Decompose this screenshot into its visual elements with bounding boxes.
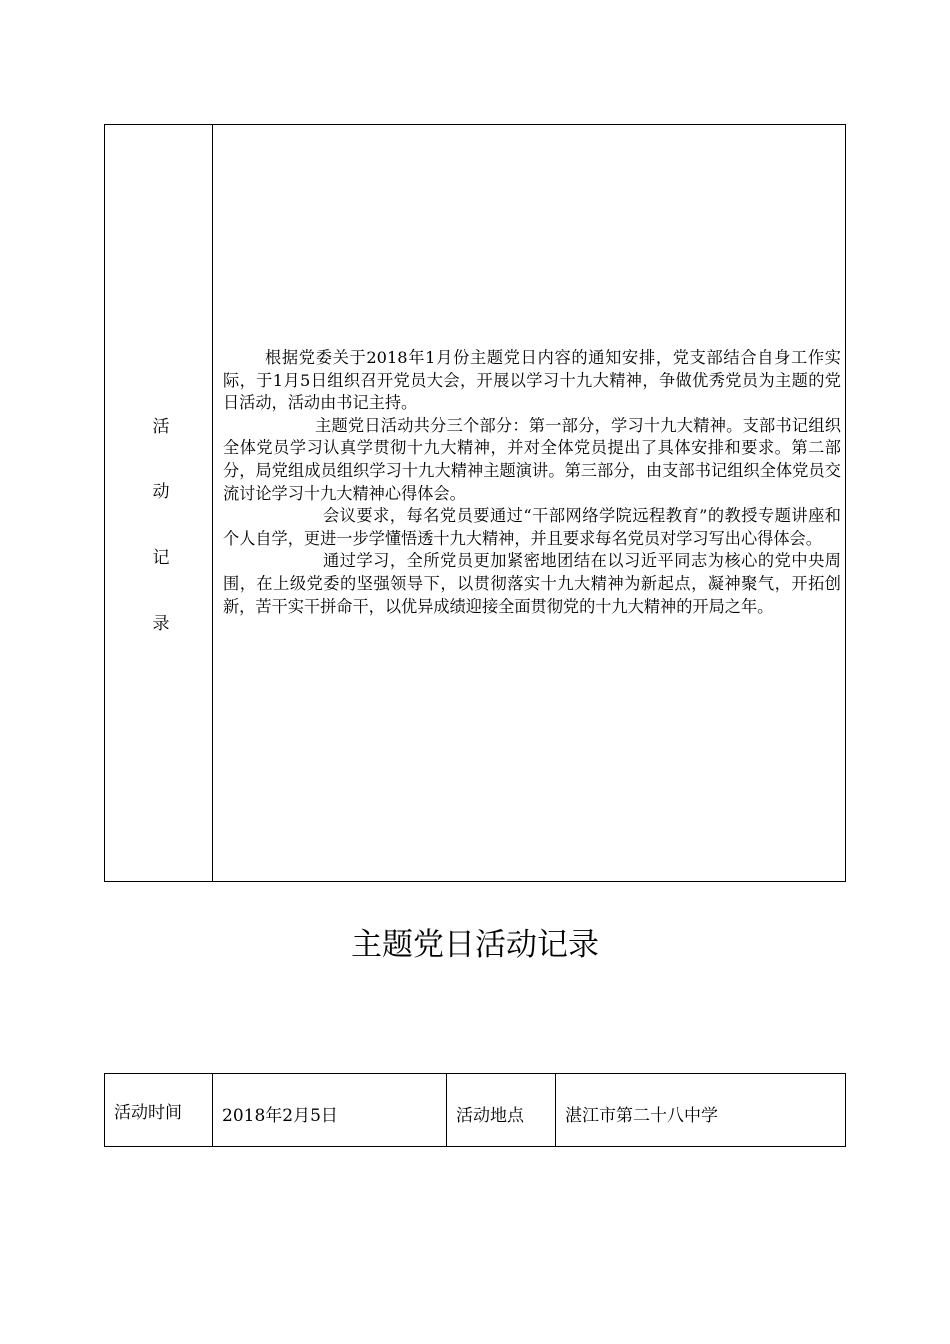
record-label-char: 录: [152, 614, 170, 634]
record-body: [223, 347, 841, 618]
activity-time-label-cell: [105, 1074, 213, 1146]
activity-time-label: 活动时间: [114, 1103, 182, 1123]
activity-time-value-cell: [213, 1074, 447, 1146]
activity-record-table: [104, 124, 846, 882]
record-paragraph: 通过学习，全所党员更加紧密地团结在以习近平同志为核心的党中央周围，在上级党委的坚强领导下，以贯彻落实十九大精神为新起点，凝神聚气，开拓创新，苦干实干拼命干，以优异成绩迎接全面贯彻党的十九大精神的开局之年。: [223, 551, 841, 616]
activity-place-value-cell: [556, 1074, 845, 1146]
activity-info-table: [104, 1073, 846, 1147]
activity-place-label: 活动地点: [456, 1106, 524, 1126]
record-paragraph: 根据党委关于2018年1月份主题党日内容的通知安排，党支部结合自身工作实际，于1月5日组织召开党员大会，开展以学习十九大精神，争做优秀党员为主题的党日活动，活动由书记主持。: [223, 348, 841, 413]
activity-place-label-cell: [447, 1074, 556, 1146]
record-label-char: 动: [152, 482, 170, 502]
record-label-char: 记: [152, 548, 170, 568]
document-title: 主题党日活动记录: [351, 927, 599, 963]
record-label-cell: [105, 125, 213, 881]
record-label-char: 活: [152, 417, 170, 437]
record-content-cell: [213, 125, 845, 881]
activity-time-value: 2018年2月5日: [222, 1106, 338, 1126]
record-paragraph: 主题党日活动共分三个部分：第一部分，学习十九大精神。支部书记组织全体党员学习认真学贯彻十九大精神，并对全体党员提出了具体安排和要求。第二部分，局党组成员组织学习十九大精神主题演讲。第三部分，由支部书记组织全体党员交流讨论学习十九大精神心得体会。: [223, 415, 841, 503]
record-paragraph: 会议要求，每名党员要通过“干部网络学院远程教育”的教授专题讲座和个人自学，更进一步学懂悟透十九大精神，并且要求每名党员对学习写出心得体会。: [223, 506, 841, 548]
activity-place-value: 湛江市第二十八中学: [565, 1106, 718, 1126]
